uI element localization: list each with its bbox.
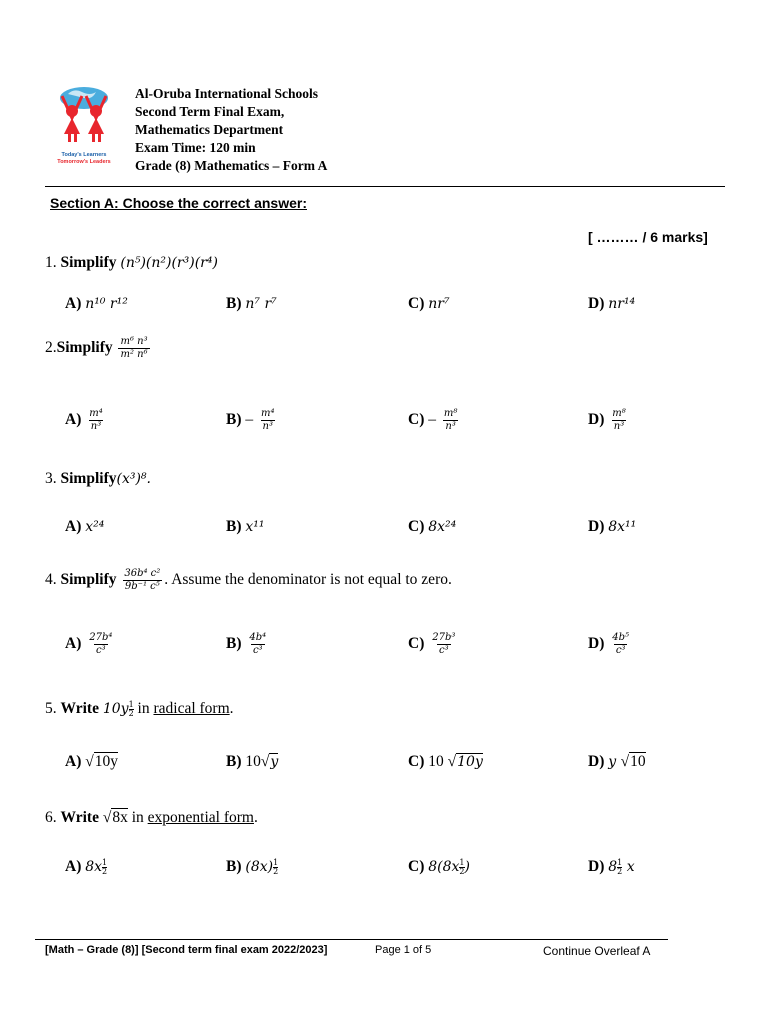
option-4c[interactable]: C) $\frac{\text{27b³}}{\text{c³}}$ xyxy=(408,632,456,656)
question-verb: Simplify xyxy=(56,339,113,357)
question-6: 6. Write √8x in exponential form. xyxy=(45,809,258,826)
question-2: 2.Simplify $\frac{\text{m⁶ n³}}{\text{m² n⁶}}$ xyxy=(45,336,148,360)
question-4: 4. Simplify $\frac{\text{36b⁴ c²}}{\text{9b⁻¹ c⁵}}$ . Assume the denominator is not equal to zero. xyxy=(45,568,452,592)
section-title: Section A: Choose the correct answer: xyxy=(50,195,307,211)
option-2d[interactable]: D) $\frac{\text{m⁸}}{\text{n³}}$ xyxy=(588,408,626,432)
option-6b[interactable]: B) (8x) $\frac{1}{2}$ xyxy=(226,857,279,876)
option-1a[interactable]: A) n¹⁰ r¹² xyxy=(65,295,128,312)
grade-form: Grade (8) Mathematics – Form A xyxy=(135,158,328,173)
option-1b[interactable]: B) n⁷ r⁷ xyxy=(226,295,277,312)
question-expression: (n⁵)(n²)(r³)(r⁴) xyxy=(120,255,218,271)
option-5a[interactable]: A) √10y xyxy=(65,753,118,770)
option-2a[interactable]: A) $\frac{\text{m⁴}}{\text{n³}}$ xyxy=(65,408,103,432)
option-4b[interactable]: B) $\frac{\text{4b⁴}}{\text{c³}}$ xyxy=(226,632,267,656)
school-name: Al-Oruba International Schools xyxy=(135,86,319,101)
school-logo xyxy=(56,84,112,170)
question-verb: Simplify xyxy=(60,470,117,487)
exam-time: Exam Time: 120 min xyxy=(135,140,256,155)
question-verb: Write xyxy=(60,700,99,717)
option-3a[interactable]: A) x²⁴ xyxy=(65,518,105,535)
option-5c[interactable]: C) 10 √10y xyxy=(408,753,483,770)
exam-name: Second Term Final Exam, xyxy=(135,104,285,119)
question-verb: Simplify xyxy=(60,571,117,589)
question-1 xyxy=(45,254,218,272)
question-verb: Simplify xyxy=(60,254,117,271)
option-4a[interactable]: A) $\frac{\text{27b⁴}}{\text{c³}}$ xyxy=(65,632,113,656)
option-6d[interactable]: D) 8 $\frac{1}{2}$ x xyxy=(588,857,635,876)
option-3b[interactable]: B) x¹¹ xyxy=(226,518,265,535)
question-fraction: $\frac{\text{m⁶ n³}}{\text{m² n⁶}}$ xyxy=(120,336,148,360)
option-1d[interactable]: D) nr¹⁴ xyxy=(588,295,636,312)
option-6a[interactable]: A) 8x $\frac{1}{2}$ xyxy=(65,857,108,876)
logo-tagline-2: Tomorrow's Leaders xyxy=(57,159,111,165)
question-5: 5. Write 10y $\frac{1}{2}$ in radical form. xyxy=(45,699,234,718)
department: Mathematics Department xyxy=(135,122,284,137)
option-5d[interactable]: D) y √10 xyxy=(588,753,646,770)
exam-header xyxy=(135,85,327,175)
option-1c[interactable]: C) nr⁷ xyxy=(408,295,450,312)
header-divider xyxy=(45,186,725,187)
section-marks: [ ……… / 6 marks] xyxy=(588,229,708,245)
question-number: 1. xyxy=(45,254,57,271)
logo-tagline-1: Today's Learners xyxy=(61,152,107,158)
option-6c[interactable]: C) 8(8x $\frac{1}{2}$ ) xyxy=(408,857,470,876)
option-3c[interactable]: C) 8x²⁴ xyxy=(408,518,457,535)
question-3: 3. Simplify(x³)⁸. xyxy=(45,470,151,487)
option-5b[interactable]: B) 10√y xyxy=(226,753,279,770)
option-4d[interactable]: D) $\frac{\text{4b⁵}}{\text{c³}}$ xyxy=(588,632,630,656)
exponential-form-term: exponential form xyxy=(147,809,254,826)
footer-page: Page 1 of 5 xyxy=(375,944,432,956)
question-fraction: $\frac{\text{36b⁴ c²}}{\text{9b⁻¹ c⁵}}$ xyxy=(124,568,161,592)
option-2b[interactable]: B) – $\frac{\text{m⁴}}{\text{n³}}$ xyxy=(226,408,275,432)
footer-divider xyxy=(35,939,668,940)
footer-left: [Math – Grade (8)] [Second term final exam 2022/2023] xyxy=(45,944,328,956)
option-2c[interactable]: C) – $\frac{\text{m⁸}}{\text{n³}}$ xyxy=(408,408,458,432)
footer-right: Continue Overleaf A xyxy=(543,944,651,958)
radical-form-term: radical form xyxy=(153,700,230,717)
question-verb: Write xyxy=(60,809,99,826)
option-3d[interactable]: D) 8x¹¹ xyxy=(588,518,637,535)
